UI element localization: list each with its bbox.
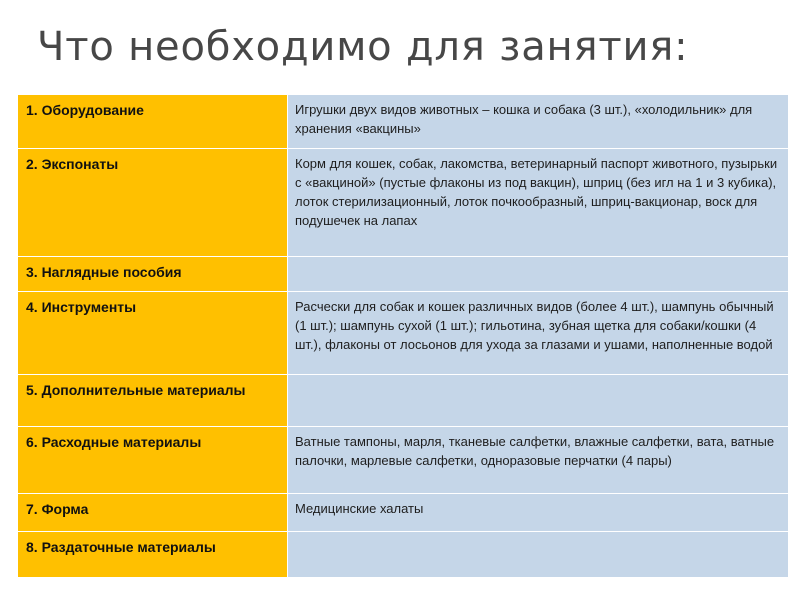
table-row (18, 427, 789, 494)
row-content (288, 257, 789, 292)
table-row (18, 95, 789, 149)
row-content: Корм для кошек, собак, лакомства, ветеринарный паспорт животного, пузырьки с «вакциной» (пустые флаконы из под вакцин), шприц (без игл на 1 и 3 кубика), лоток стерилизационный, лоток почкообразный, шприц-вакционар, воск для подушечек на лапах (288, 149, 789, 257)
row-content: Медицинские халаты (288, 494, 789, 532)
row-content (288, 532, 789, 578)
row-label: 1. Оборудование (18, 95, 288, 149)
row-label: 4. Инструменты (18, 292, 288, 375)
table-row (18, 149, 789, 257)
table-row (18, 494, 789, 532)
requirements-table (17, 94, 789, 578)
row-content: Расчески для собак и кошек различных видов (более 4 шт.), шампунь обычный (1 шт.); шампунь сухой (1 шт.); гильотина, зубная щетка для собаки/кошки (4 шт.), флаконы от лосьонов для ухода за глазами и ушами, наполненные водой (288, 292, 789, 375)
row-label: 6. Расходные материалы (18, 427, 288, 494)
table-row (18, 532, 789, 578)
row-label: 2. Экспонаты (18, 149, 288, 257)
row-content (288, 375, 789, 427)
row-label: 8. Раздаточные материалы (18, 532, 288, 578)
page-title: Что необходимо для занятия: (37, 24, 689, 70)
row-label: 7. Форма (18, 494, 288, 532)
row-content: Игрушки двух видов животных – кошка и собака (3 шт.), «холодильник» для хранения «вакцины» (288, 95, 789, 149)
row-label: 3. Наглядные пособия (18, 257, 288, 292)
table-row (18, 257, 789, 292)
row-label: 5. Дополнительные материалы (18, 375, 288, 427)
row-content: Ватные тампоны, марля, тканевые салфетки, влажные салфетки, вата, ватные палочки, марлевые салфетки, одноразовые перчатки (4 пары) (288, 427, 789, 494)
table-row (18, 292, 789, 375)
table-row (18, 375, 789, 427)
